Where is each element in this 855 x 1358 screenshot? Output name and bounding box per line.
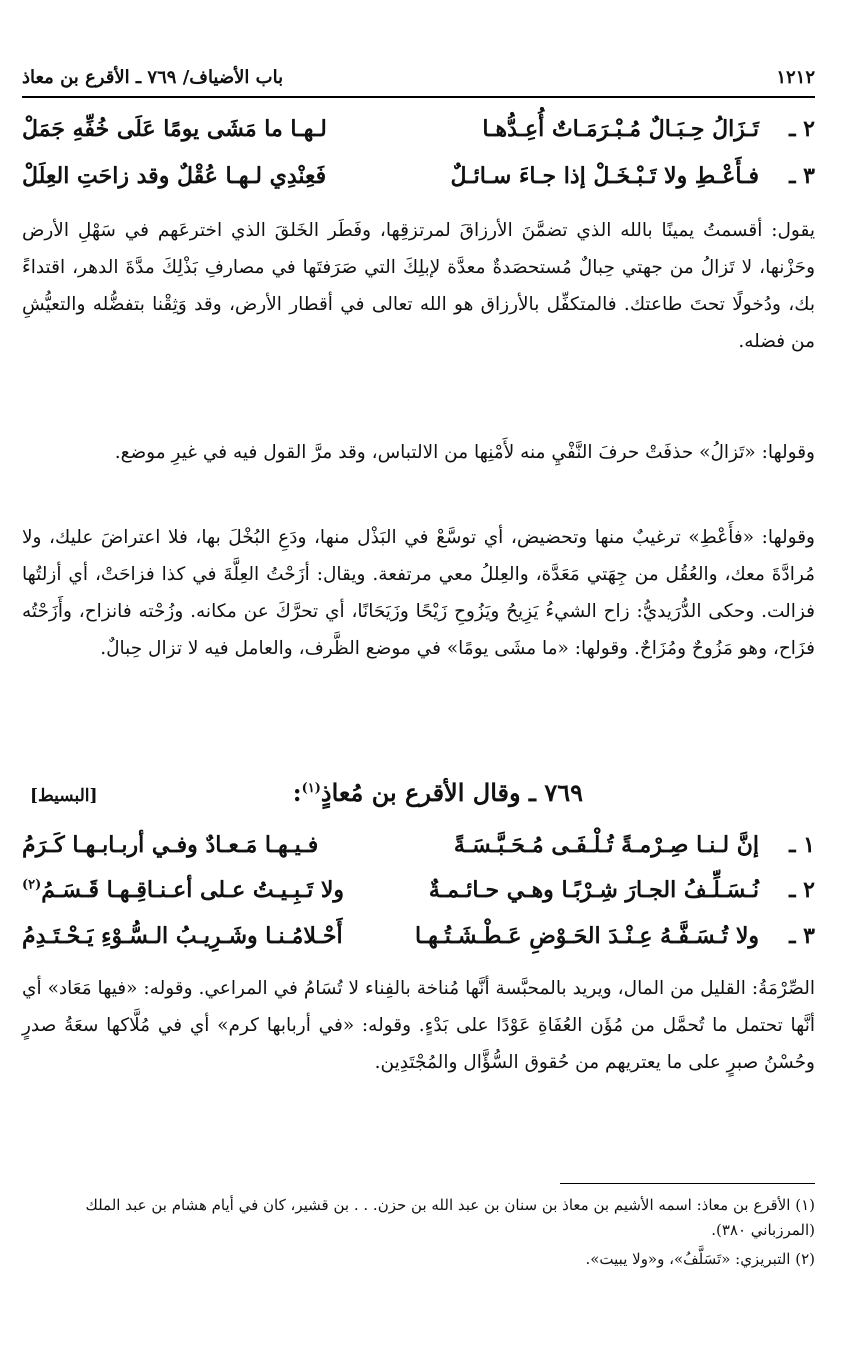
- verse-second-hemistich: أَحْـلامُـنـا وشَـرِيـبُ الـسُّـوْءِ يَـحْـتَـدِمُ: [22, 923, 343, 949]
- poem-heading: [22, 772, 815, 816]
- verse-first-hemistich: فـأَعْـطِ ولا تَـبْـخَـلْ إذا جـاءَ سـائـلٌ: [450, 163, 759, 189]
- footnote: (١) الأقرع بن معاذ: اسمه الأشيم بن معاذ بن سنان بن عبد الله بن حزن. . . بن قشير، كان في أيام هشام بن عبد الملك (المرزباني ٣٨٠).: [85, 1196, 815, 1239]
- verse-first-hemistich: إنَّ لـنـا صِـرْمـةً تُـلْـفَـى مُـحَـبَّـسَـةً: [453, 832, 759, 858]
- commentary-paragraph: الصِّرْمَةُ: القليل من المال، ويريد بالمحبَّسة أنَّها مُناخة بالفِناء لا تُسَامُ في المراعي. وقوله: «فيها مَعَاد» أي أنَّها تحتمل ما تُحمَّل من مُؤَن العُفَاةِ عَوْدًا على بَدْءٍ. وقوله: «في أربابها كرم» أي في مُلَّاكها سعَةُ صدرٍ وحُسْنُ صبرٍ على ما يعتريهم من حُقوق السُّؤَّال والمُجْتَدِين.: [22, 978, 815, 1073]
- page-number: ١٢١٢: [776, 67, 815, 88]
- meter-label: [البسيط]: [30, 786, 98, 806]
- footnote-ref[interactable]: (٢): [22, 877, 42, 893]
- verse-line: [22, 163, 815, 189]
- verse-first-hemistich: نُـسَـلِّـفُ الجـارَ شِـرْبًـا وهـي حـائـمـةٌ: [428, 877, 759, 903]
- footnote: (٢) التبريزي: «تَسَلَّفُ»، و«ولا يبيت».: [585, 1250, 815, 1268]
- verse-line: [22, 877, 815, 903]
- verse-number: ٢ ـ: [789, 116, 815, 142]
- verse-line: [22, 116, 815, 142]
- footnote-rule: [560, 1183, 815, 1184]
- footnote-ref[interactable]: (١): [301, 781, 321, 796]
- verse-line: [22, 923, 815, 949]
- verse-first-hemistich: ولا تُـسَـفَّـهُ عِـنْـدَ الحَـوْضِ عَـطْـشَـتُـهـا: [415, 923, 759, 949]
- commentary-paragraph: يقول: أقسمتُ يمينًا بالله الذي تضمَّنَ الأرزاقَ لمرتزقِها، وفَطَر الخَلقَ الذي اخترعَهم في سَهْلِ الأرض وحَزْنها، لا تَزالُ من جهتي حِبالٌ مُستحصَدةٌ معدَّة لإبلِكَ التي صَرَفتَها في مصارفِ بَذْلِكَ مدَّةَ الدهر، اقتداءً بك، ودُخولًا تحتَ طاعتك. فالمتكفِّل بالأرزاق هو الله تعالى في أقطار الأرض، وقد وَثِقْنا بتفضُّله والتعيُّشِ من فضله.: [22, 220, 815, 352]
- running-title: باب الأضياف/ ٧٦٩ ـ الأقرع بن معاذ: [22, 67, 284, 88]
- verse-second-hemistich: ولا تَـبِـيـتُ عـلى أعـنـاقِـهـا قَـسَـمُ$^{(٢)}$: [22, 877, 345, 903]
- verse-first-hemistich: تَـزَالُ حِـبَـالٌ مُـبْـرَمَـاتٌ أُعِـدُّهـا: [482, 116, 759, 142]
- header-rule: [22, 96, 815, 98]
- verse-number: ١ ـ: [789, 832, 815, 858]
- running-head: [22, 58, 815, 88]
- verse-line: [22, 832, 815, 858]
- verse-second-hemistich: فَعِنْدِي لـهـا عُقْلٌ وقد زاحَتِ العِلَلْ: [22, 163, 327, 189]
- verse-second-hemistich: فـيـهـا مَـعـادٌ وفـي أربـابـهـا كَـرَمُ: [22, 832, 319, 858]
- verse-number: ٣ ـ: [789, 163, 815, 189]
- commentary-paragraph: وقولها: «تَزالُ» حذفَتْ حرفَ النَّفْيِ منه لأَمْنِها من الالتباس، وقد مرَّ القول فيه في غيرِ موضع.: [114, 442, 815, 463]
- verse-second-hemistich: لـهـا ما مَشَى يومًا عَلَى خُفِّهِ جَمَلْ: [22, 116, 327, 142]
- commentary-paragraph: وقولها: «فأَعْطِ» ترغيبٌ منها وتحضيض، أي توسَّعْ في البَذْل منها، ودَعِ البُخْلَ بها، فلا اعتراضَ عليك، ولا مُرادَّةَ معك، والعُقُل من جِهَتي مَعَدَّة، والعِللُ معي مرتفعة. ويقال: أزَحْتُ العِلَّةَ في كذا فزاحَتْ، أي أزلتُها فزالت. وحكى الدُّرَيديُّ: زاح الشيءُ يَزِيحُ ويَزُوحِ زَيْحًا وزَيَحَانًا، أي تحرَّكَ عن مكانه. وزُحْته فانزاح، وأَزَحْتُه فزَاح، وهو مَزُوحٌ ومُزَاحٌ. وقولها: «ما مشَى يومًا» في موضع الظَّرف، والعامل فيه لا تزال حِبالٌ.: [22, 527, 815, 659]
- verse-number: ٣ ـ: [789, 923, 815, 949]
- poem-title: ٧٦٩ ـ وقال الأقرع بن مُعاذٍ$^{(١)}$:: [292, 778, 583, 807]
- verse-number: ٢ ـ: [789, 877, 815, 903]
